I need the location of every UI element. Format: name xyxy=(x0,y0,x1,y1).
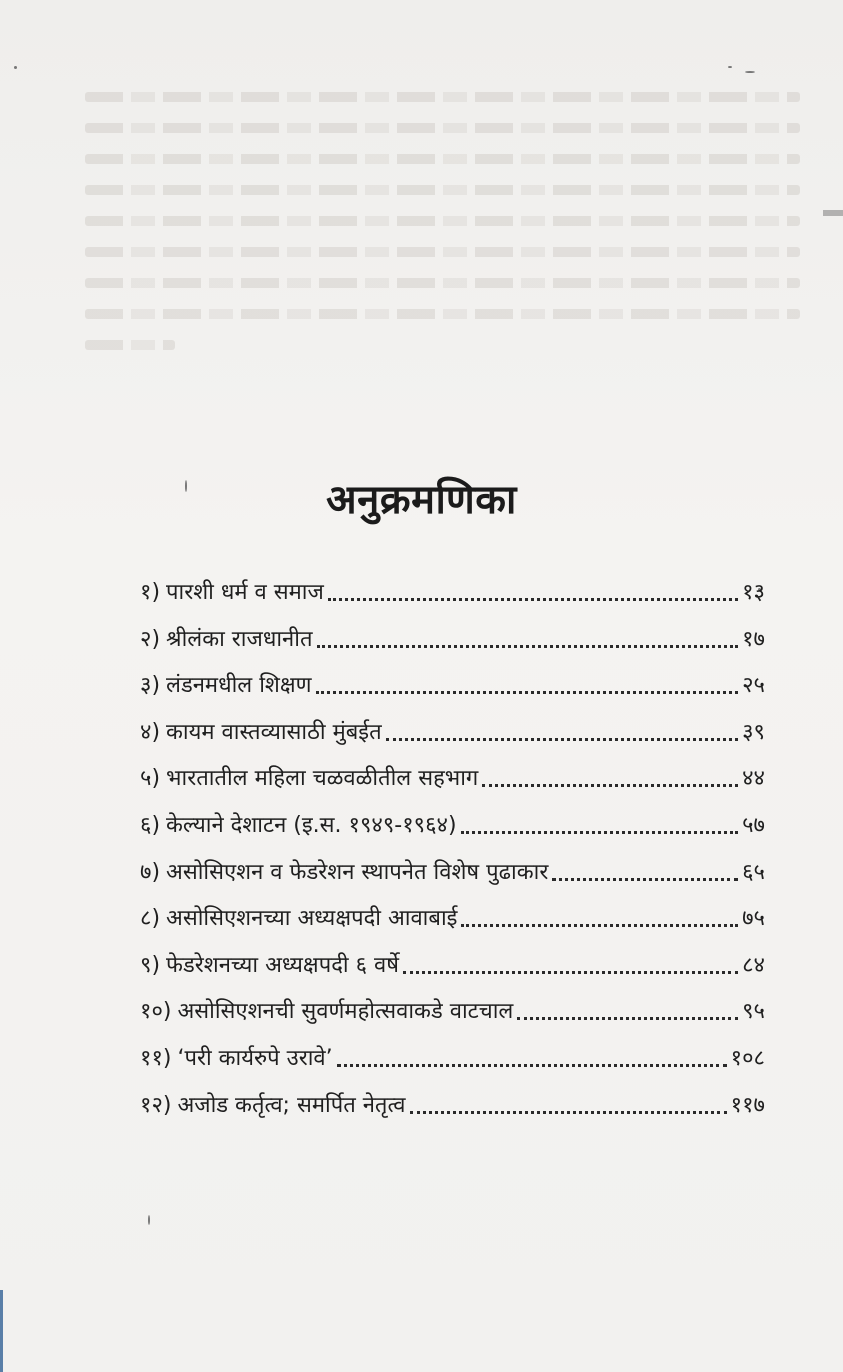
toc-entry xyxy=(140,619,765,655)
toc-entry-page-number: ३९ xyxy=(742,719,765,745)
toc-dot-leader xyxy=(552,876,738,881)
bleed-line xyxy=(85,340,175,350)
toc-entry xyxy=(140,572,765,608)
toc-entry-title: असोसिएशनची सुवर्णमहोत्सवाकडे वाटचाल xyxy=(177,999,514,1025)
toc-entry xyxy=(140,852,765,888)
toc-entry-number: १) xyxy=(140,580,161,605)
toc-entry-title: अजोड कर्तृत्व; समर्पित नेतृत्व xyxy=(177,1092,406,1118)
toc-entry xyxy=(140,1085,765,1121)
toc-entry xyxy=(140,898,765,934)
toc-entry xyxy=(140,1038,765,1074)
bleed-line xyxy=(85,309,800,319)
toc-entry-number: ९) xyxy=(140,952,161,978)
toc-entry-number: १०) xyxy=(140,999,172,1025)
toc-dot-leader xyxy=(337,1062,727,1067)
paper-speck xyxy=(745,71,755,73)
toc-entry xyxy=(140,712,765,748)
bleed-through-text xyxy=(85,92,810,371)
toc-entry-number: ८) xyxy=(140,906,161,932)
toc-entry-page-number: १०८ xyxy=(730,1045,765,1071)
toc-entry-page-number: ८४ xyxy=(742,952,765,978)
bleed-line xyxy=(85,123,800,133)
toc-entry-number: ७) xyxy=(140,859,161,885)
paper-speck xyxy=(728,66,732,68)
toc-dot-leader xyxy=(403,969,738,974)
toc-entry-title: केल्याने देशाटन (इ.स. १९४९-१९६४) xyxy=(166,812,457,838)
toc-entry-title: लंडनमधील शिक्षण xyxy=(166,673,312,699)
toc-entry-number: ११) xyxy=(140,1045,172,1071)
toc-entry-page-number: ११७ xyxy=(730,1092,765,1118)
toc-entry-page-number: २५ xyxy=(742,673,765,699)
toc-entry-page-number: १७ xyxy=(742,626,765,652)
page-title: अनुक्रमणिका xyxy=(326,477,517,523)
toc-dot-leader xyxy=(517,1015,738,1020)
toc-dot-leader xyxy=(317,643,739,648)
toc-entry-page-number: ९५ xyxy=(742,999,765,1025)
toc-entry xyxy=(140,665,765,701)
toc-entry xyxy=(140,991,765,1027)
toc-entry-number: ५) xyxy=(140,766,161,792)
toc-entry-page-number: ७५ xyxy=(742,906,765,932)
toc-entry-number: ३) xyxy=(140,673,161,699)
toc-entry-number: १२) xyxy=(140,1092,172,1118)
paper-speck xyxy=(148,1215,150,1225)
toc-entry-title: कायम वास्तव्यासाठी मुंबईत xyxy=(166,719,382,745)
bleed-line xyxy=(85,278,800,288)
toc-entry-page-number: ६५ xyxy=(742,859,765,885)
toc-entry-title: पारशी धर्म व समाज xyxy=(166,580,324,605)
toc-entry-title: श्रीलंका राजधानीत xyxy=(166,626,313,652)
toc-dot-leader xyxy=(316,689,739,694)
toc-dot-leader xyxy=(482,782,738,787)
toc-entry xyxy=(140,945,765,981)
toc-entry-page-number: १३ xyxy=(742,580,765,605)
toc-dot-leader xyxy=(410,1109,727,1114)
toc-entry-title: असोसिएशन व फेडरेशन स्थापनेत विशेष पुढाकार xyxy=(166,859,549,885)
toc-entry-number: २) xyxy=(140,626,161,652)
toc-entry xyxy=(140,758,765,794)
paper-speck xyxy=(14,66,17,69)
toc-dot-leader xyxy=(461,829,739,834)
toc-dot-leader xyxy=(328,596,738,601)
toc-entry-number: ४) xyxy=(140,719,161,745)
bleed-line xyxy=(85,185,800,195)
page-edge-shadow xyxy=(0,1290,3,1372)
table-of-contents xyxy=(140,572,765,1131)
toc-entry-title: असोसिएशनच्या अध्यक्षपदी आवाबाई xyxy=(166,906,458,932)
toc-entry-title: फेडरेशनच्या अध्यक्षपदी ६ वर्षे xyxy=(166,952,399,978)
page-edge-mark xyxy=(823,210,843,216)
toc-entry-title: भारतातील महिला चळवळीतील सहभाग xyxy=(166,766,479,792)
toc-entry xyxy=(140,805,765,841)
bleed-line xyxy=(85,92,800,102)
toc-entry-number: ६) xyxy=(140,812,161,838)
toc-entry-title: ‘परी कार्यरुपे उरावे’ xyxy=(177,1045,333,1071)
toc-entry-page-number: ४४ xyxy=(742,766,765,792)
bleed-line xyxy=(85,216,800,226)
toc-dot-leader xyxy=(386,736,738,741)
bleed-line xyxy=(85,247,800,257)
toc-dot-leader xyxy=(461,922,738,927)
toc-entry-page-number: ५७ xyxy=(742,812,765,838)
bleed-line xyxy=(85,154,800,164)
